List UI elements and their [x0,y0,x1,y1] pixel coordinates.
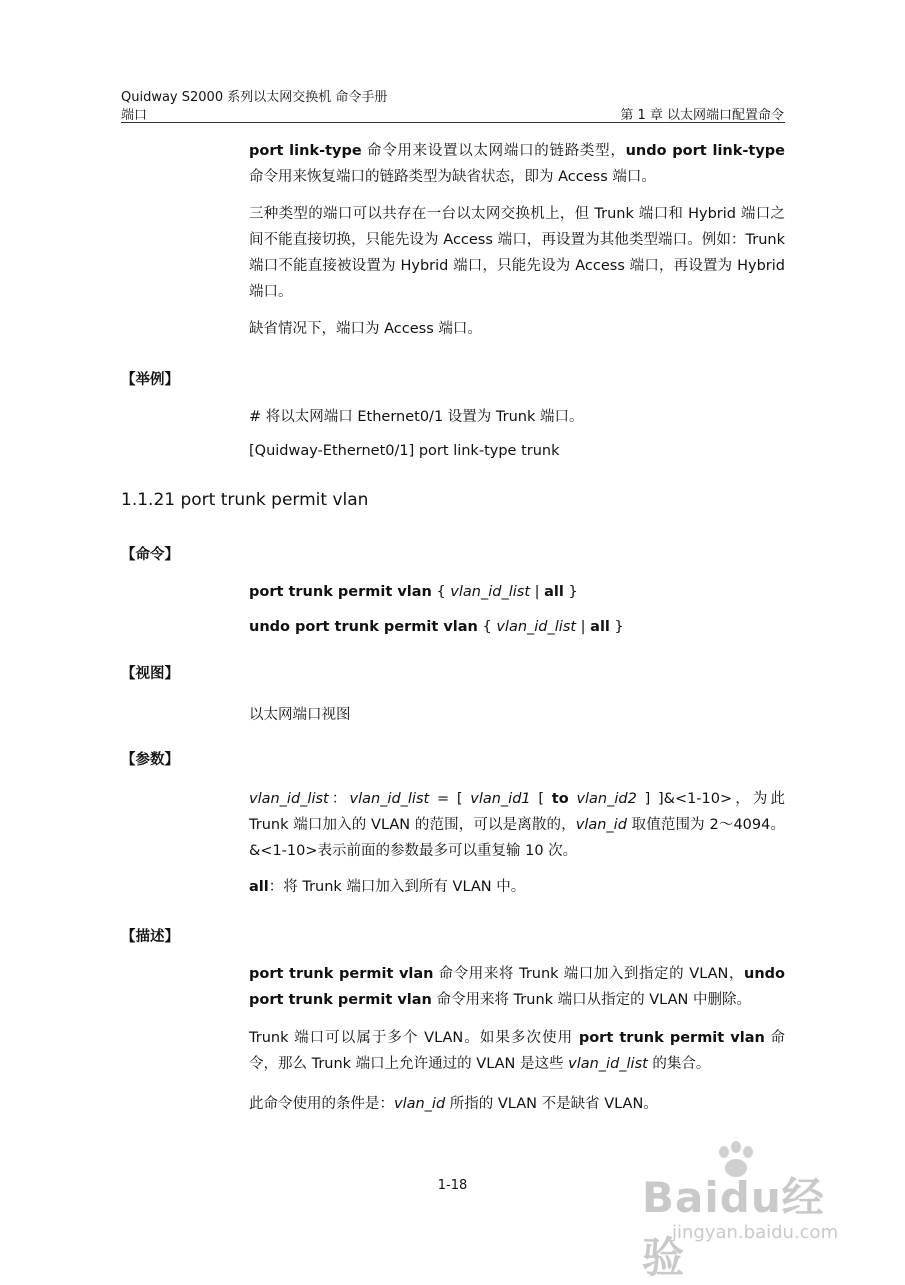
desc2-text: Trunk 端口可以属于多个 VLAN。如果多次使用 [249,1030,579,1046]
param-to: to [551,791,569,807]
intro-paragraph-3: 缺省情况下，端口为 Access 端口。 [249,321,482,337]
command-all: all [544,584,564,600]
brace-close: } [609,619,624,635]
header-divider [121,122,785,123]
command-arg: vlan_id_list [496,619,577,635]
brace-open: { [431,584,451,600]
param-eq: = [ [429,791,471,807]
intro-paragraph-1 [249,138,785,190]
desc2-cmd: port trunk permit vlan [578,1030,765,1046]
param-all: all [249,879,269,895]
command-label: 【命令】 [121,547,179,563]
desc-paragraph-2 [249,1025,785,1077]
command-syntax-2 [249,619,624,635]
command-name: port trunk permit vlan [249,584,432,600]
desc-cmd: port trunk permit vlan [249,966,434,982]
desc3-text-2: 所指的 VLAN 不是缺省 VLAN。 [445,1096,658,1112]
desc-text: 命令用来将 Trunk 端口加入到指定的 VLAN， [433,966,745,982]
intro-paragraph-2: 三种类型的端口可以共存在一台以太网交换机上，但 Trunk 端口和 Hybrid 端口之间不能直接切换，只能先设为 Access 端口，再设置为其他类型端口。例如：Trunk 端口不能直接被设置为 Hybrid 端口，只能先设为 Access 端口，再设置为 Hybrid 端口。 [249,206,785,300]
desc2-text-2: 命令，那么 Trunk 端口上允许通过的 VLAN 是这些 [249,1030,786,1072]
section-title: 1.1.21 port trunk permit vlan [121,490,369,510]
desc-label: 【描述】 [121,929,179,945]
header-section: 端口 [121,108,148,123]
desc2-arg: vlan_id_list [568,1056,648,1072]
undo-command-name: undo port trunk permit vlan [249,619,478,635]
intro-text: 命令用来设置以太网端口的链路类型， [361,143,626,159]
desc3-text: 此命令使用的条件是： [249,1096,394,1112]
command-arg: vlan_id_list [450,584,531,600]
command-sep: | [530,584,545,600]
brace-close: } [563,584,578,600]
params-paragraph-1 [249,786,785,864]
param-id2: vlan_id2 [576,791,637,807]
desc-paragraph-1 [249,961,785,1013]
example-label: 【举例】 [121,372,179,388]
param-colon: ： [328,791,350,807]
command-syntax-1 [249,584,578,600]
param-text: ] ]&<1-10>，为此 Trunk 端口加入的 VLAN 的范围，可以是离散的， [249,791,786,833]
param-name: vlan_id_list [249,791,329,807]
baidu-watermark [642,1140,862,1282]
intro-undo-cmd: undo port link-type [625,143,786,159]
header-chapter: 第 1 章 以太网端口配置命令 [620,108,784,123]
view-label: 【视图】 [121,666,179,682]
intro-text-2: 命令用来恢复端口的链路类型为缺省状态，即为 Access 端口。 [249,169,656,185]
desc-text-2: 命令用来将 Trunk 端口从指定的 VLAN 中删除。 [431,992,751,1008]
page-number: 1-18 [437,1178,468,1193]
desc3-arg: vlan_id [394,1096,446,1112]
desc-paragraph-3 [249,1091,785,1117]
params-label: 【参数】 [121,752,179,768]
example-command: [Quidway-Ethernet0/1] port link-type trunk [249,443,560,459]
param-text-2: 取值范围为 2～4094。&<1-10>表示前面的参数最多可以重复输 10 次。 [249,817,785,859]
desc2-text-3: 的集合。 [647,1056,711,1072]
param-all-desc: ：将 Trunk 端口加入到所有 VLAN 中。 [268,879,526,895]
brace-open: { [477,619,497,635]
watermark-url: jingyan.baidu.com [672,1222,839,1243]
command-sep: | [576,619,591,635]
param-id1: vlan_id1 [470,791,531,807]
param-name-2: vlan_id_list [349,791,430,807]
command-all: all [590,619,610,635]
param-bracket: [ [530,791,552,807]
view-text: 以太网端口视图 [249,707,351,723]
param-vlan-id: vlan_id [575,817,627,833]
header-title: Quidway S2000 系列以太网交换机 命令手册 [121,90,388,105]
intro-cmd: port link-type [249,143,362,159]
watermark-logo: Baidu经验 [642,1173,825,1282]
params-paragraph-2 [249,874,785,900]
example-comment: # 将以太网端口 Ethernet0/1 设置为 Trunk 端口。 [249,409,584,425]
desc-undo-cmd: undo port trunk permit vlan [249,966,786,1008]
